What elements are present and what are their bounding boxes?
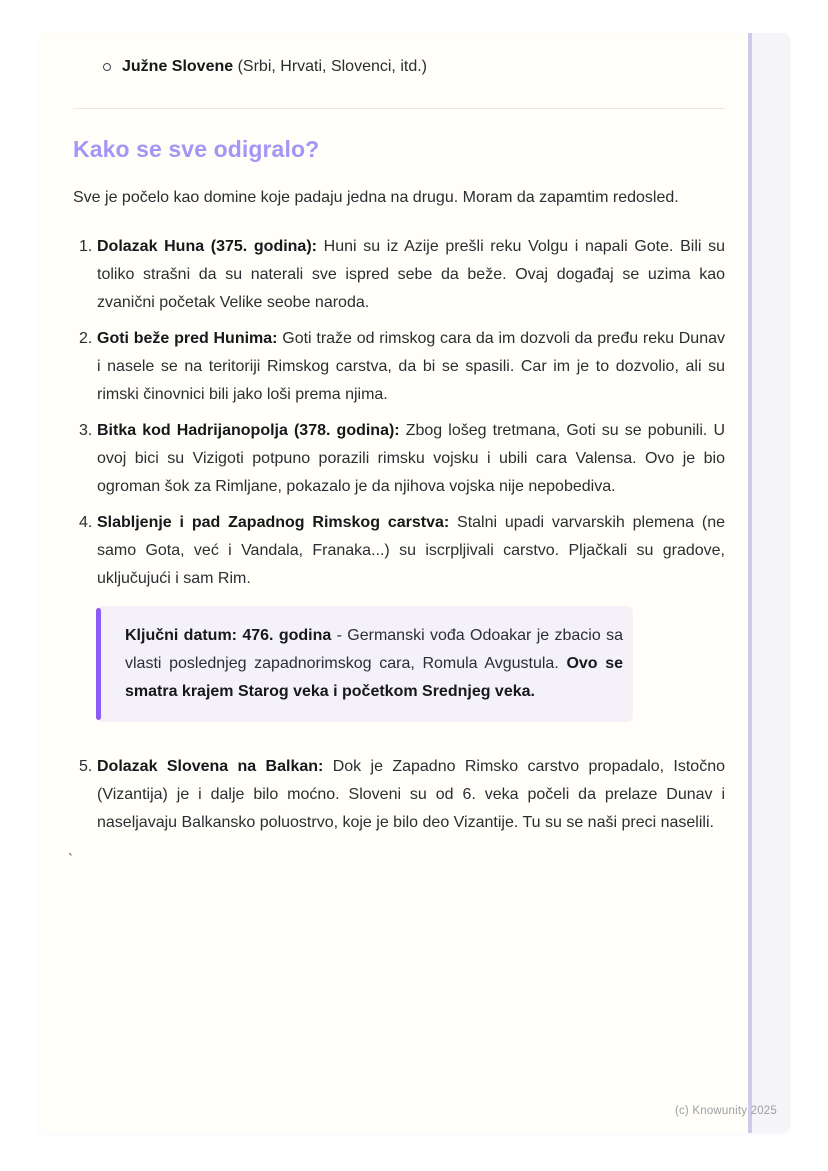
list-item-text: Goti traže od rimskog cara da im dozvoli da pređu reku Dunav i nasele se na teritoriji Rimskog carstva, da bi se spasili. Car im je to dozvolio, ali su rimski činovnici bili jako loši prema njima. xyxy=(97,330,726,403)
intro-paragraph: Sve je počelo kao domine koje padaju jedna na drugu. Moram da zapamtim redosled. xyxy=(73,189,679,206)
page-margin-strip xyxy=(752,33,790,1133)
numbered-list-item xyxy=(73,325,725,409)
numbered-list-item xyxy=(73,753,725,837)
list-item-number: 5. xyxy=(79,758,93,775)
list-item-bold-text: Slabljenje i pad Zapadnog Rimskog carstva: xyxy=(97,514,450,531)
list-item-bold-text: Južne Slovene xyxy=(122,58,234,75)
list-item-bold-text: Dolazak Huna (375. godina): xyxy=(97,238,317,255)
callout-bold-tail: Ovo se smatra krajem Starog veka i početkom Srednjeg veka. xyxy=(125,655,624,700)
list-item-text: (Srbi, Hrvati, Slovenci, itd.) xyxy=(233,58,427,75)
list-item-number: 3. xyxy=(79,422,93,439)
divider xyxy=(73,108,725,109)
list-item-bold-text: Dolazak Slovena na Balkan: xyxy=(97,758,324,775)
circle-bullet-icon xyxy=(103,63,111,71)
document-page xyxy=(38,33,790,1133)
numbered-list xyxy=(73,233,725,837)
numbered-list-item xyxy=(73,233,725,317)
list-item-bold-text: Bitka kod Hadrijanopolja (378. godina): xyxy=(97,422,400,439)
key-date-callout xyxy=(96,606,633,722)
list-item-bold-text: Goti beže pred Hunima: xyxy=(97,330,278,347)
callout-text: - Germanski vođa Odoakar je zbacio sa vlasti poslednjeg zapadnorimskog cara, Romula Avgustula. xyxy=(125,627,623,672)
list-item-number: 4. xyxy=(79,514,93,531)
copyright-footer: (c) Knowunity 2025 xyxy=(674,1105,777,1117)
list-item-number: 1. xyxy=(79,238,93,255)
list-item-number: 2. xyxy=(79,330,93,347)
list-item-text: Huni su iz Azije prešli reku Volgu i napali Gote. Bili su toliko strašni da su naterali sve ispred sebe da beže. Ovaj događaj se uzima kao zvanični početak Velike seobe naroda. xyxy=(97,238,725,311)
document-content xyxy=(38,33,790,868)
list-item-text: Dok je Zapadno Rimsko carstvo propadalo, Istočno (Vizantija) je i dalje bilo moćno. Sloveni su od 6. veka počeli da prelaze Dunav i naseljavaju Balkansko poluostrvo, koje je bilo deo Vizantije. Tu su se naši preci naselili. xyxy=(97,758,725,831)
stray-backtick: ` xyxy=(68,851,73,868)
section-heading: Kako se sve odigralo? xyxy=(73,136,320,162)
list-item-text: Zbog lošeg tretmana, Goti su se pobunili. U ovoj bici su Vizigoti potpuno porazili rimsku vojsku i ubili cara Valensa. Ovo je bio ogroman šok za Rimljane, pokazalo je da njihova vojska nije nepobediva. xyxy=(97,422,725,495)
numbered-list-item xyxy=(73,417,725,501)
numbered-list-item xyxy=(73,509,725,593)
page-edge-line xyxy=(748,33,752,1133)
list-item-text: Stalni upadi varvarskih plemena (ne samo Gota, već i Vandala, Franaka...) su iscrpljivali carstvo. Pljačkali su gradove, uključujući i sam Rim. xyxy=(97,514,725,587)
nested-list-item xyxy=(73,55,725,79)
callout-bold-lead: Ključni datum: 476. godina xyxy=(125,627,332,644)
callout-accent-bar xyxy=(96,608,101,720)
